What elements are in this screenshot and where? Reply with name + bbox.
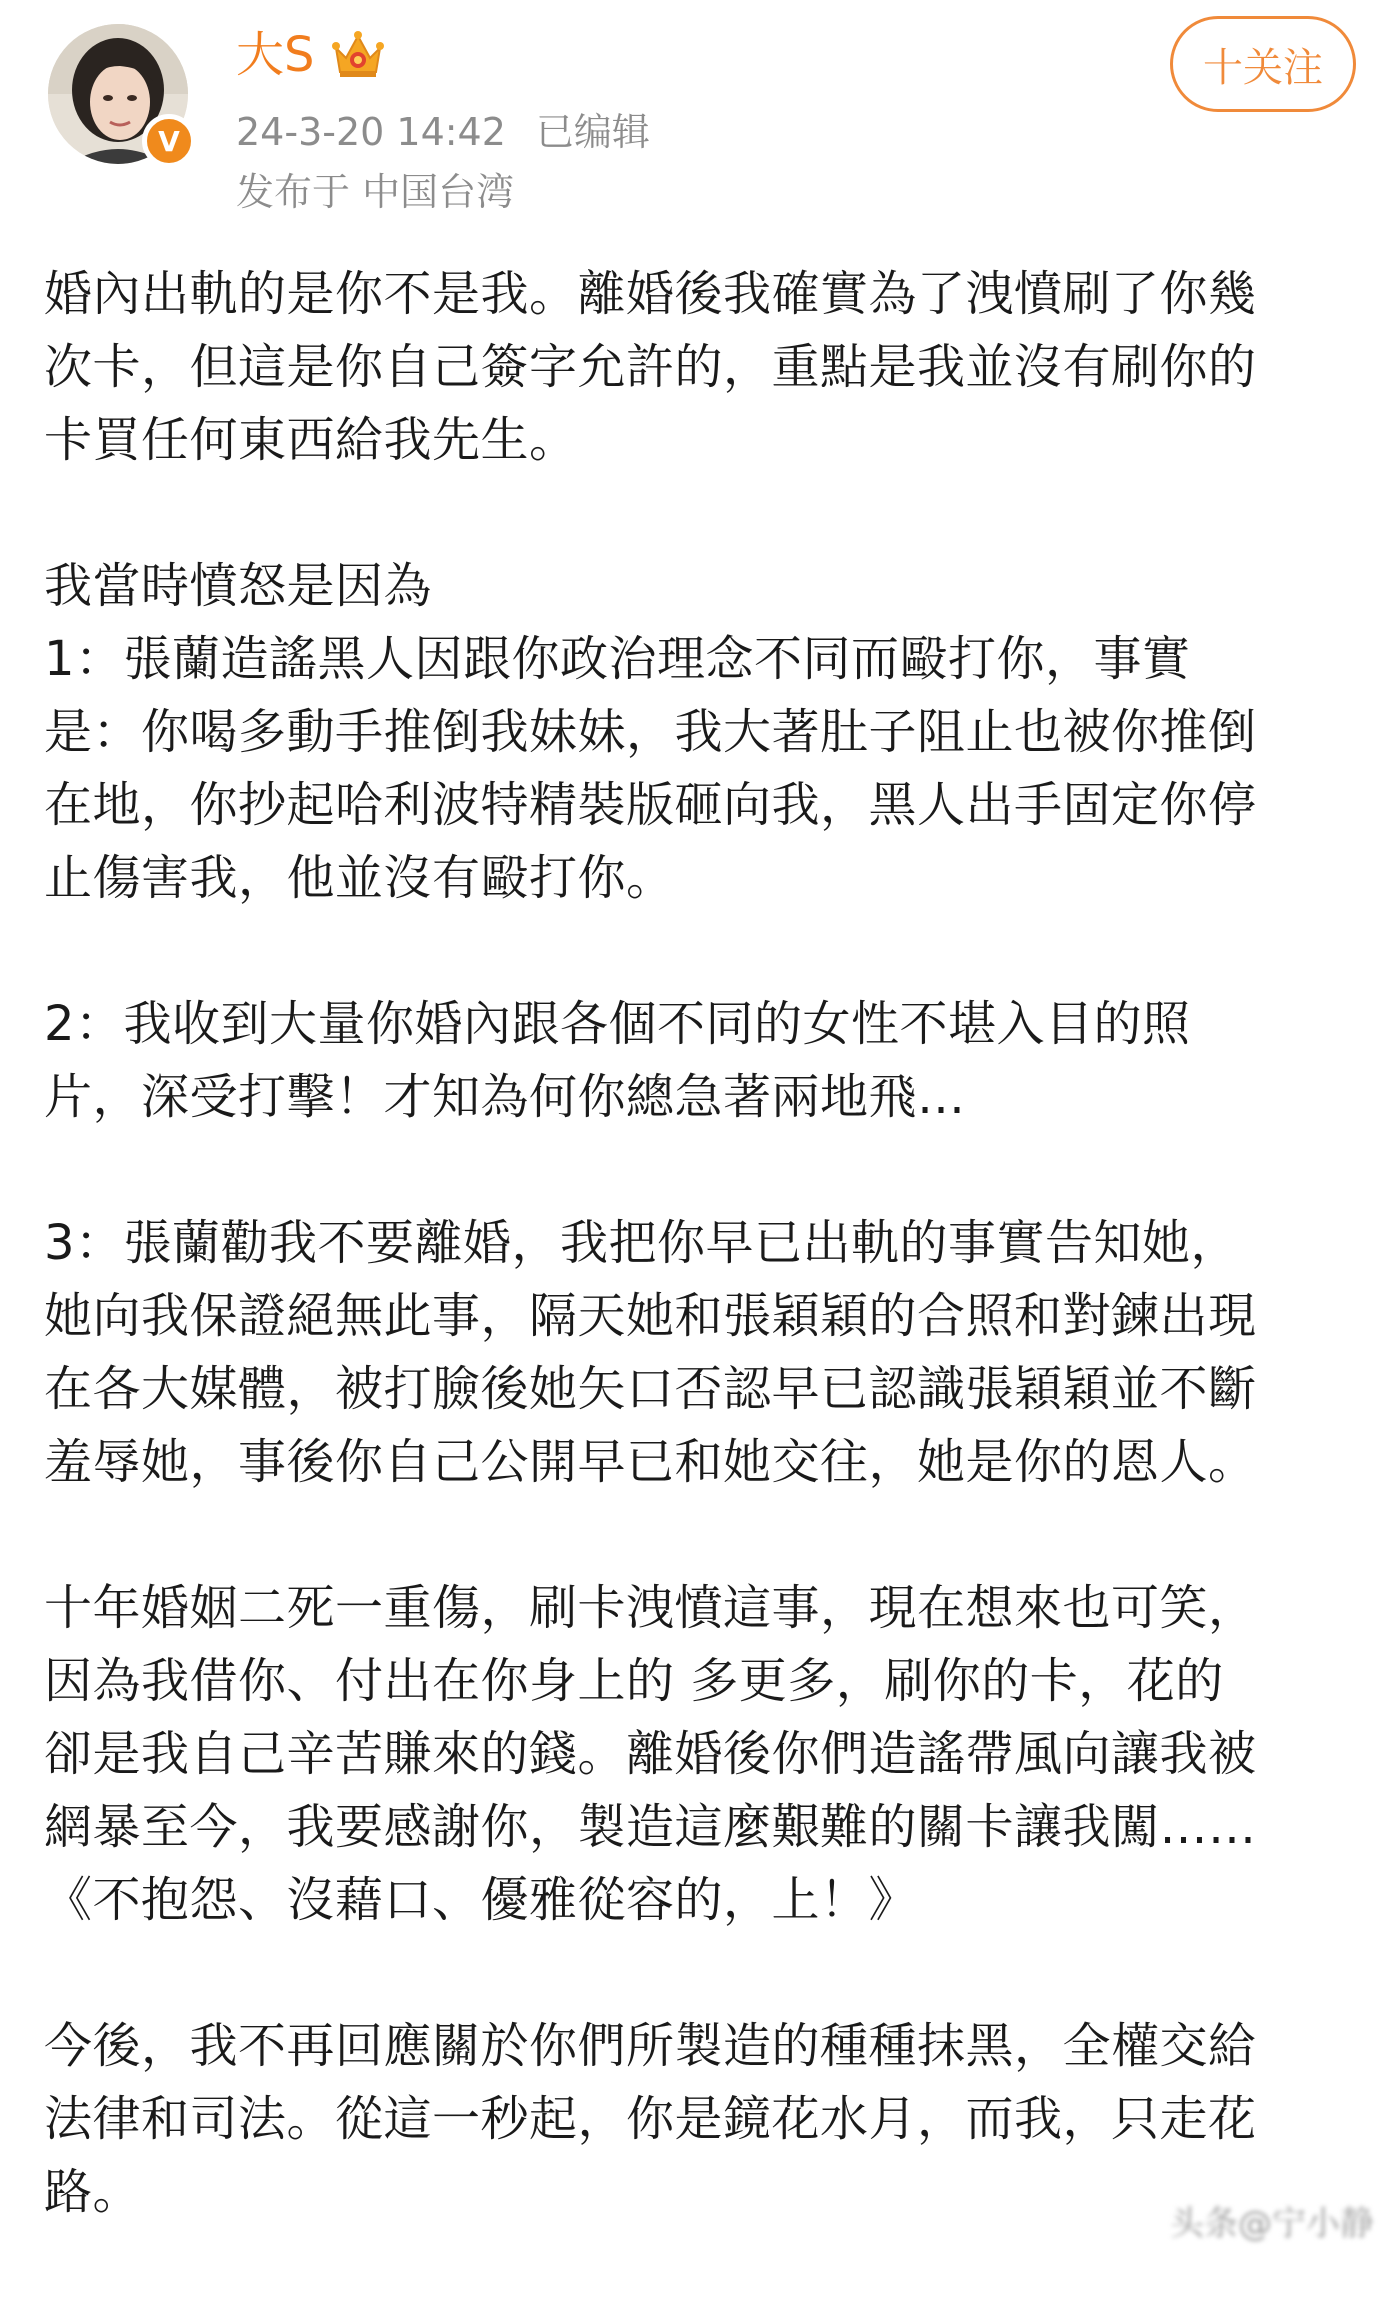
text-line: 次卡，但這是你自己簽字允許的，重點是我並沒有刷你的 [44, 339, 1257, 395]
text-line: 十年婚姻二死一重傷，刷卡洩憤這事，現在想來也可笑， [44, 1580, 1257, 1636]
text-line: 是：你喝多動手推倒我妹妹，我大著肚子阻止也被你推倒 [44, 704, 1257, 760]
post-body [44, 258, 1344, 2302]
text-line: 片，深受打擊！才知為何你總急著兩地飛… [44, 1069, 966, 1125]
text-line: 卡買任何東西給我先生。 [44, 412, 578, 468]
text-line: 3：張蘭勸我不要離婚，我把你早已出軌的事實告知她， [44, 1215, 1240, 1271]
text-line: 今後，我不再回應關於你們所製造的種種抹黑，全權交給 [44, 2018, 1257, 2074]
post-paragraph [44, 1207, 1344, 1499]
edited-label[interactable]: 已编辑 [535, 110, 650, 154]
text-line: 在地，你抄起哈利波特精裝版砸向我，黑人出手固定你停 [44, 777, 1257, 833]
watermark: 头条@宁小静 [1170, 2204, 1374, 2244]
verified-v-icon: V [142, 114, 196, 168]
post-location: 发布于 中国台湾 [236, 170, 515, 214]
post-paragraph [44, 2010, 1344, 2229]
follow-button[interactable]: 十关注 [1170, 16, 1356, 112]
text-line: 因為我借你、付出在你身上的 多更多，刷你的卡，花的 [44, 1653, 1224, 1709]
post-paragraph [44, 550, 1344, 915]
author-name[interactable]: 大S [236, 27, 315, 83]
text-line: 我當時憤怒是因為 [44, 558, 433, 614]
post-meta [236, 106, 650, 158]
text-line: 2：我收到大量你婚內跟各個不同的女性不堪入目的照 [44, 996, 1191, 1052]
text-line: 羞辱她，事後你自己公開早已和她交往，她是你的恩人。 [44, 1434, 1257, 1490]
text-line: 止傷害我，他並沒有毆打你。 [44, 850, 675, 906]
post-paragraph [44, 258, 1344, 477]
text-line: 路。 [44, 2164, 142, 2220]
text-line: 她向我保證絕無此事，隔天她和張穎穎的合照和對鍊出現 [44, 1288, 1257, 1344]
post-header [0, 0, 1392, 215]
text-line: 婚內出軌的是你不是我。離婚後我確實為了洩憤刷了你幾 [44, 266, 1257, 322]
post-paragraph [44, 988, 1344, 1134]
vip-crown-icon [330, 28, 386, 80]
text-line: 1：張蘭造謠黑人因跟你政治理念不同而毆打你，事實 [44, 631, 1191, 687]
post-timestamp: 24-3-20 14:42 [236, 110, 506, 154]
text-line: 在各大媒體，被打臉後她矢口否認早已認識張穎穎並不斷 [44, 1361, 1257, 1417]
post-paragraph [44, 1572, 1344, 1937]
text-line: 《不抱怨、沒藉口、優雅從容的，上！》 [44, 1872, 918, 1928]
text-line: 卻是我自己辛苦賺來的錢。離婚後你們造謠帶風向讓我被 [44, 1726, 1257, 1782]
text-line: 法律和司法。從這一秒起，你是鏡花水月，而我，只走花 [44, 2091, 1257, 2147]
text-line: 網暴至今，我要感謝你，製造這麼艱難的關卡讓我闖…… [44, 1799, 1257, 1855]
